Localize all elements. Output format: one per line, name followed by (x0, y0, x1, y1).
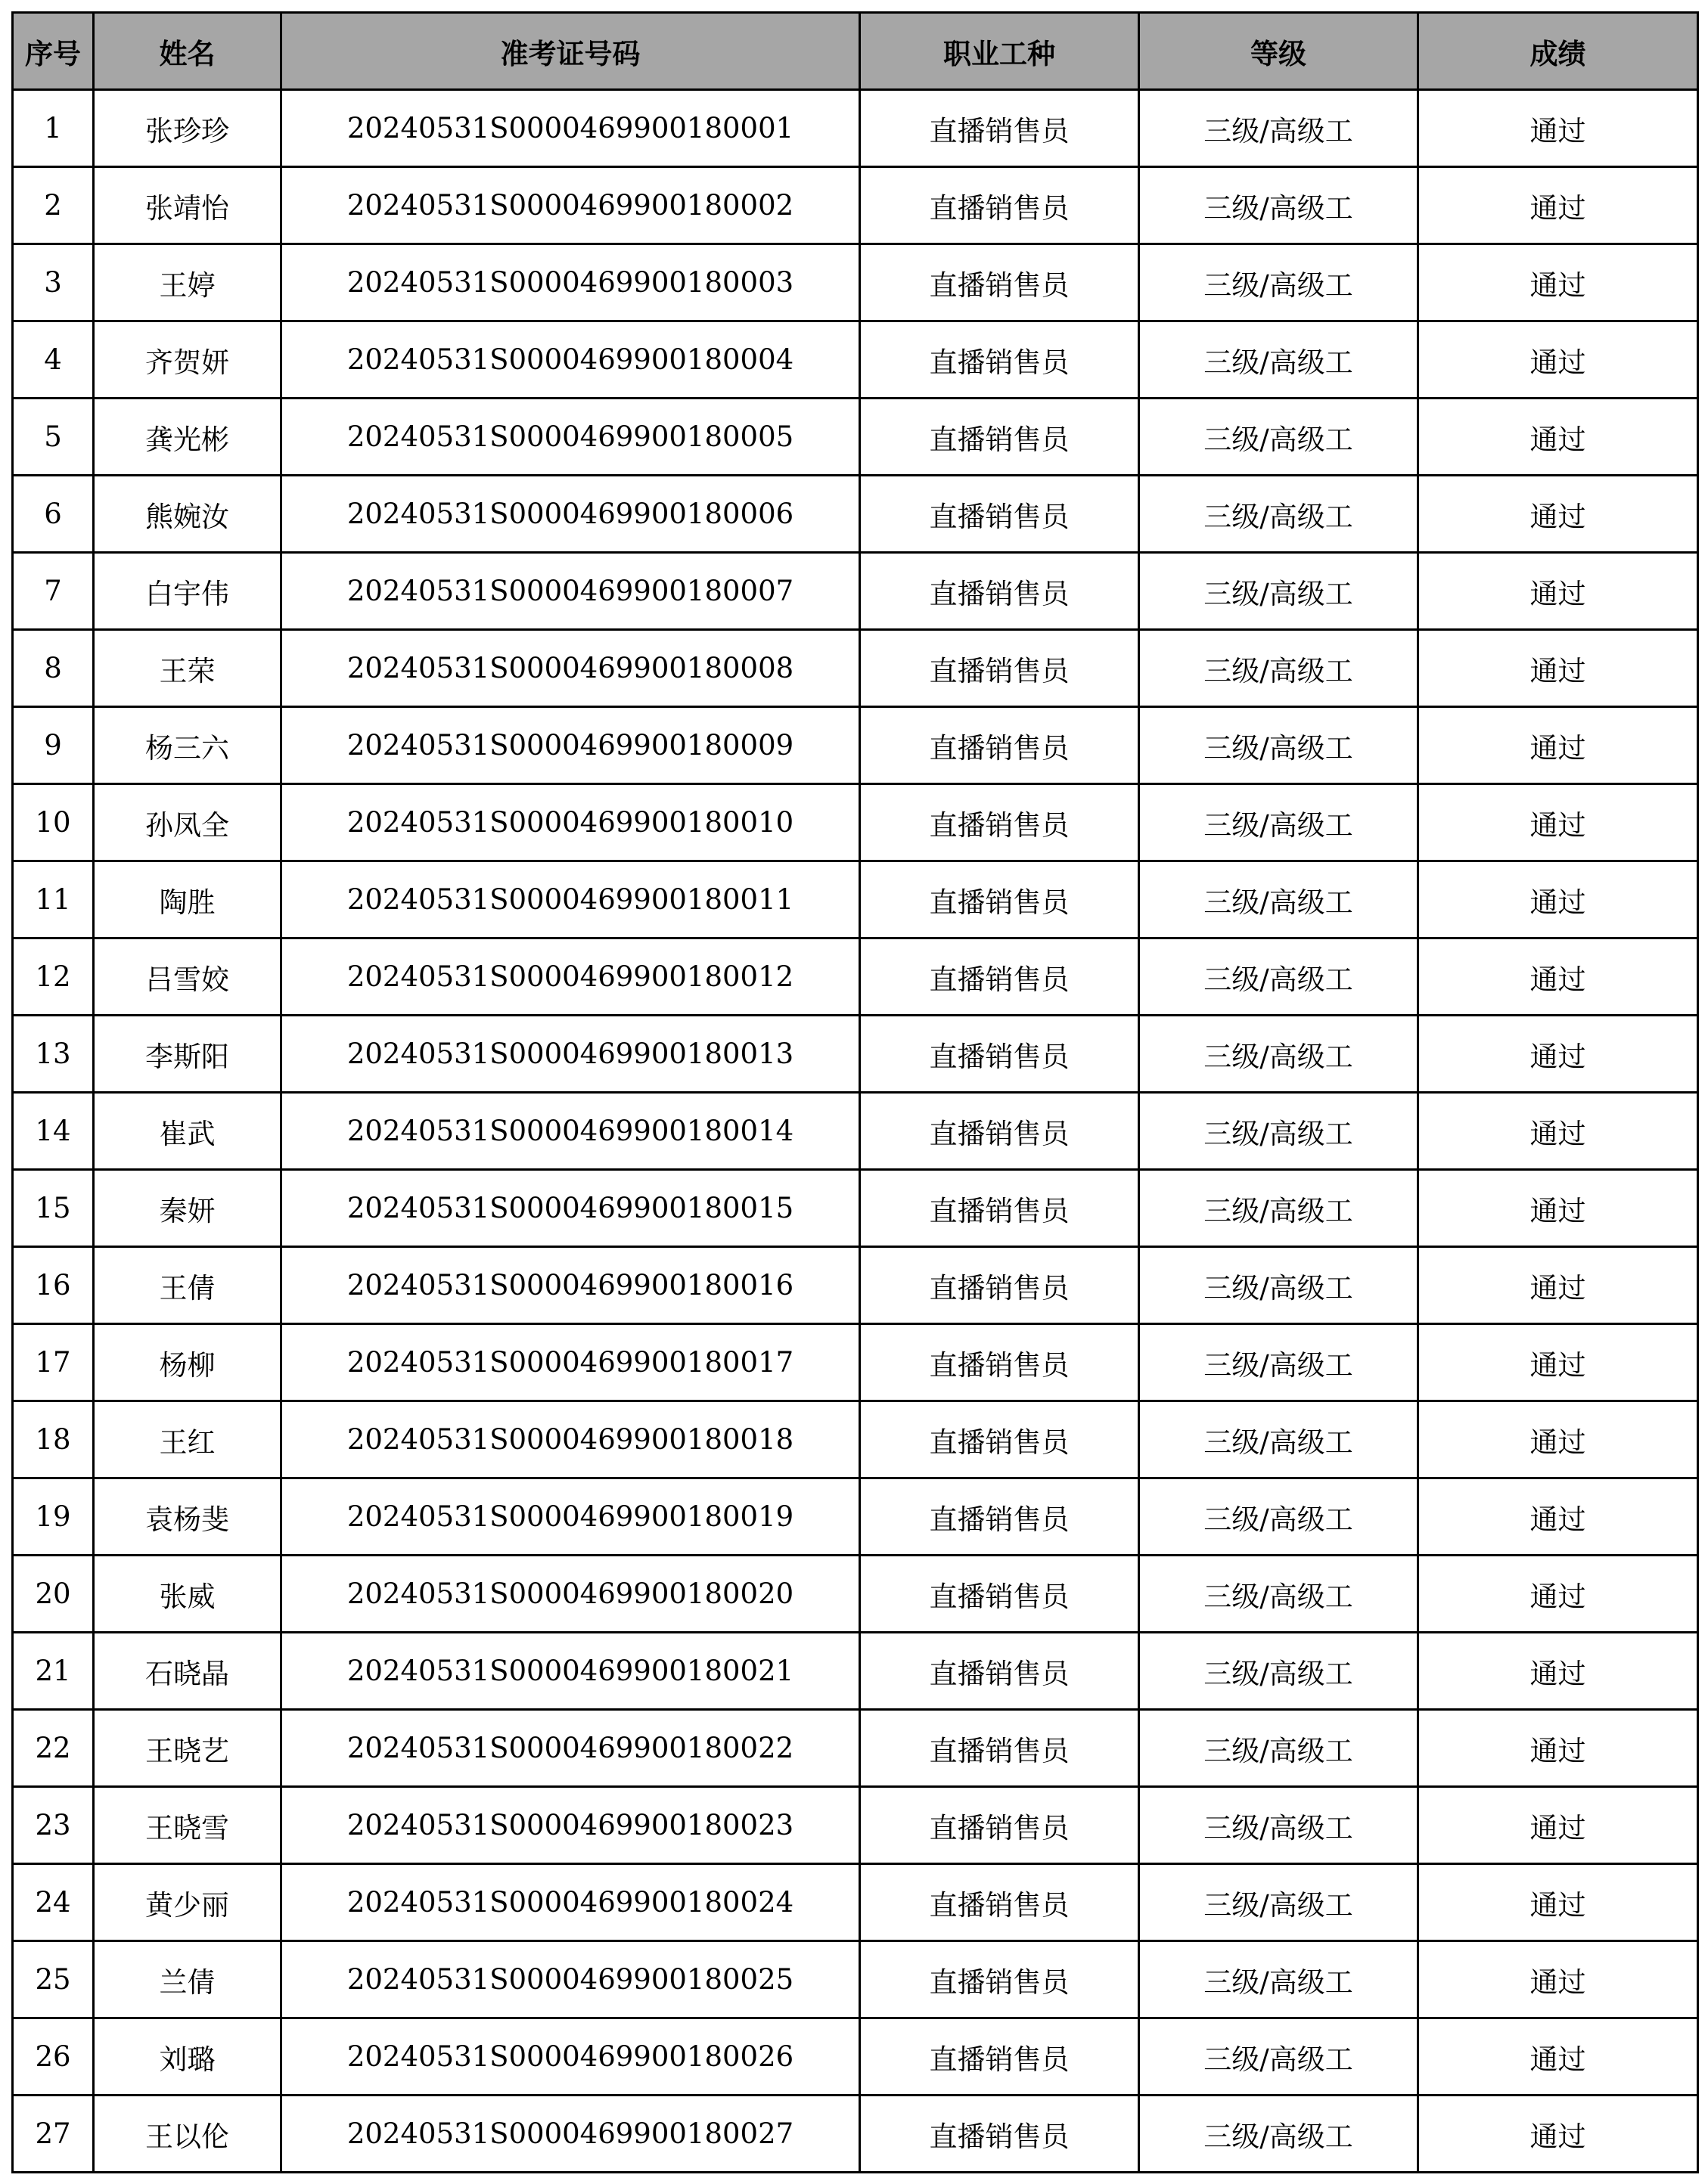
cell-ticket-number: 20240531S0000469900180018 (281, 1401, 860, 1478)
table-row (13, 784, 1698, 861)
cell-result: 通过 (1418, 2096, 1698, 2173)
cell-ticket-number: 20240531S0000469900180017 (281, 1324, 860, 1401)
cell-index: 5 (13, 399, 94, 476)
cell-result: 通过 (1418, 1556, 1698, 1633)
cell-ticket-number: 20240531S0000469900180010 (281, 784, 860, 861)
cell-ticket-number: 20240531S0000469900180008 (281, 630, 860, 707)
table-row (13, 630, 1698, 707)
cell-index: 7 (13, 553, 94, 630)
cell-ticket-number: 20240531S0000469900180014 (281, 1093, 860, 1170)
cell-level: 三级/高级工 (1139, 1864, 1418, 1941)
cell-index: 24 (13, 1864, 94, 1941)
cell-occupation: 直播销售员 (860, 784, 1139, 861)
cell-index: 4 (13, 321, 94, 399)
cell-occupation: 直播销售员 (860, 167, 1139, 244)
cell-name: 王以伦 (94, 2096, 281, 2173)
cell-name: 熊婉汝 (94, 476, 281, 553)
cell-ticket-number: 20240531S0000469900180004 (281, 321, 860, 399)
cell-result: 通过 (1418, 630, 1698, 707)
cell-occupation: 直播销售员 (860, 90, 1139, 167)
table-row (13, 1864, 1698, 1941)
cell-name: 王荣 (94, 630, 281, 707)
cell-ticket-number: 20240531S0000469900180027 (281, 2096, 860, 2173)
cell-index: 11 (13, 861, 94, 938)
cell-ticket-number: 20240531S0000469900180025 (281, 1941, 860, 2018)
cell-level: 三级/高级工 (1139, 1478, 1418, 1556)
table-row (13, 938, 1698, 1016)
cell-index: 16 (13, 1247, 94, 1324)
table-row (13, 476, 1698, 553)
cell-level: 三级/高级工 (1139, 2096, 1418, 2173)
table-row (13, 2096, 1698, 2173)
cell-level: 三级/高级工 (1139, 630, 1418, 707)
cell-occupation: 直播销售员 (860, 1324, 1139, 1401)
cell-occupation: 直播销售员 (860, 1787, 1139, 1864)
cell-ticket-number: 20240531S0000469900180007 (281, 553, 860, 630)
cell-index: 1 (13, 90, 94, 167)
table-row (13, 861, 1698, 938)
cell-index: 18 (13, 1401, 94, 1478)
cell-level: 三级/高级工 (1139, 244, 1418, 321)
cell-name: 秦妍 (94, 1170, 281, 1247)
cell-ticket-number: 20240531S0000469900180022 (281, 1710, 860, 1787)
cell-ticket-number: 20240531S0000469900180026 (281, 2018, 860, 2096)
cell-result: 通过 (1418, 167, 1698, 244)
cell-index: 22 (13, 1710, 94, 1787)
cell-result: 通过 (1418, 553, 1698, 630)
column-header-level: 等级 (1139, 13, 1418, 90)
cell-occupation: 直播销售员 (860, 1864, 1139, 1941)
cell-level: 三级/高级工 (1139, 784, 1418, 861)
cell-name: 王晓艺 (94, 1710, 281, 1787)
cell-occupation: 直播销售员 (860, 244, 1139, 321)
cell-ticket-number: 20240531S0000469900180013 (281, 1016, 860, 1093)
cell-ticket-number: 20240531S0000469900180006 (281, 476, 860, 553)
cell-occupation: 直播销售员 (860, 938, 1139, 1016)
cell-level: 三级/高级工 (1139, 321, 1418, 399)
cell-index: 25 (13, 1941, 94, 2018)
cell-level: 三级/高级工 (1139, 1633, 1418, 1710)
table-row (13, 1478, 1698, 1556)
cell-occupation: 直播销售员 (860, 1556, 1139, 1633)
cell-result: 通过 (1418, 1324, 1698, 1401)
cell-name: 袁杨斐 (94, 1478, 281, 1556)
cell-level: 三级/高级工 (1139, 1710, 1418, 1787)
cell-index: 13 (13, 1016, 94, 1093)
cell-index: 3 (13, 244, 94, 321)
table-row (13, 707, 1698, 784)
table-row (13, 1324, 1698, 1401)
cell-result: 通过 (1418, 861, 1698, 938)
table-row (13, 1787, 1698, 1864)
cell-index: 14 (13, 1093, 94, 1170)
cell-result: 通过 (1418, 2018, 1698, 2096)
cell-result: 通过 (1418, 707, 1698, 784)
table-row (13, 1093, 1698, 1170)
cell-name: 石晓晶 (94, 1633, 281, 1710)
cell-name: 张珍珍 (94, 90, 281, 167)
cell-index: 20 (13, 1556, 94, 1633)
cell-name: 杨柳 (94, 1324, 281, 1401)
cell-occupation: 直播销售员 (860, 1401, 1139, 1478)
cell-occupation: 直播销售员 (860, 1093, 1139, 1170)
cell-ticket-number: 20240531S0000469900180003 (281, 244, 860, 321)
table-row (13, 1247, 1698, 1324)
cell-result: 通过 (1418, 1710, 1698, 1787)
cell-name: 王婷 (94, 244, 281, 321)
cell-result: 通过 (1418, 1864, 1698, 1941)
cell-index: 9 (13, 707, 94, 784)
cell-result: 通过 (1418, 321, 1698, 399)
table-row (13, 321, 1698, 399)
cell-level: 三级/高级工 (1139, 938, 1418, 1016)
table-row (13, 553, 1698, 630)
cell-occupation: 直播销售员 (860, 861, 1139, 938)
cell-ticket-number: 20240531S0000469900180011 (281, 861, 860, 938)
table-row (13, 167, 1698, 244)
header-row (13, 13, 1698, 90)
table-row (13, 1710, 1698, 1787)
cell-result: 通过 (1418, 938, 1698, 1016)
cell-ticket-number: 20240531S0000469900180023 (281, 1787, 860, 1864)
cell-name: 王倩 (94, 1247, 281, 1324)
cell-level: 三级/高级工 (1139, 861, 1418, 938)
cell-index: 6 (13, 476, 94, 553)
cell-level: 三级/高级工 (1139, 90, 1418, 167)
cell-name: 张靖怡 (94, 167, 281, 244)
cell-occupation: 直播销售员 (860, 707, 1139, 784)
cell-occupation: 直播销售员 (860, 399, 1139, 476)
table-row (13, 399, 1698, 476)
cell-name: 吕雪姣 (94, 938, 281, 1016)
table-body (13, 90, 1698, 2173)
cell-occupation: 直播销售员 (860, 2018, 1139, 2096)
results-table (11, 11, 1699, 2173)
cell-occupation: 直播销售员 (860, 1016, 1139, 1093)
cell-level: 三级/高级工 (1139, 1247, 1418, 1324)
cell-name: 陶胜 (94, 861, 281, 938)
table-row (13, 1016, 1698, 1093)
cell-result: 通过 (1418, 399, 1698, 476)
cell-name: 兰倩 (94, 1941, 281, 2018)
cell-level: 三级/高级工 (1139, 2018, 1418, 2096)
cell-name: 张威 (94, 1556, 281, 1633)
table-row (13, 1170, 1698, 1247)
cell-ticket-number: 20240531S0000469900180021 (281, 1633, 860, 1710)
cell-result: 通过 (1418, 90, 1698, 167)
cell-ticket-number: 20240531S0000469900180019 (281, 1478, 860, 1556)
cell-result: 通过 (1418, 1401, 1698, 1478)
cell-ticket-number: 20240531S0000469900180001 (281, 90, 860, 167)
cell-name: 李斯阳 (94, 1016, 281, 1093)
cell-level: 三级/高级工 (1139, 1941, 1418, 2018)
cell-level: 三级/高级工 (1139, 1170, 1418, 1247)
cell-index: 21 (13, 1633, 94, 1710)
cell-level: 三级/高级工 (1139, 167, 1418, 244)
cell-index: 2 (13, 167, 94, 244)
column-header-ticket-number: 准考证号码 (281, 13, 860, 90)
column-header-occupation: 职业工种 (860, 13, 1139, 90)
cell-index: 8 (13, 630, 94, 707)
cell-name: 杨三六 (94, 707, 281, 784)
cell-occupation: 直播销售员 (860, 1633, 1139, 1710)
cell-result: 通过 (1418, 1941, 1698, 2018)
cell-result: 通过 (1418, 1247, 1698, 1324)
cell-occupation: 直播销售员 (860, 553, 1139, 630)
cell-index: 15 (13, 1170, 94, 1247)
cell-ticket-number: 20240531S0000469900180005 (281, 399, 860, 476)
cell-index: 12 (13, 938, 94, 1016)
cell-name: 崔武 (94, 1093, 281, 1170)
cell-index: 23 (13, 1787, 94, 1864)
cell-ticket-number: 20240531S0000469900180009 (281, 707, 860, 784)
cell-name: 龚光彬 (94, 399, 281, 476)
cell-result: 通过 (1418, 784, 1698, 861)
cell-occupation: 直播销售员 (860, 1941, 1139, 2018)
cell-level: 三级/高级工 (1139, 1787, 1418, 1864)
cell-ticket-number: 20240531S0000469900180020 (281, 1556, 860, 1633)
cell-name: 孙凤全 (94, 784, 281, 861)
cell-name: 齐贺妍 (94, 321, 281, 399)
cell-name: 刘璐 (94, 2018, 281, 2096)
cell-result: 通过 (1418, 1633, 1698, 1710)
cell-index: 27 (13, 2096, 94, 2173)
column-header-result: 成绩 (1418, 13, 1698, 90)
cell-occupation: 直播销售员 (860, 1170, 1139, 1247)
table-row (13, 244, 1698, 321)
cell-occupation: 直播销售员 (860, 476, 1139, 553)
cell-occupation: 直播销售员 (860, 1710, 1139, 1787)
cell-occupation: 直播销售员 (860, 1478, 1139, 1556)
cell-ticket-number: 20240531S0000469900180015 (281, 1170, 860, 1247)
cell-ticket-number: 20240531S0000469900180024 (281, 1864, 860, 1941)
cell-result: 通过 (1418, 244, 1698, 321)
cell-level: 三级/高级工 (1139, 1093, 1418, 1170)
cell-level: 三级/高级工 (1139, 399, 1418, 476)
cell-occupation: 直播销售员 (860, 1247, 1139, 1324)
cell-result: 通过 (1418, 476, 1698, 553)
cell-result: 通过 (1418, 1170, 1698, 1247)
cell-occupation: 直播销售员 (860, 2096, 1139, 2173)
table-row (13, 2018, 1698, 2096)
cell-index: 26 (13, 2018, 94, 2096)
table-header (13, 13, 1698, 90)
cell-result: 通过 (1418, 1016, 1698, 1093)
cell-ticket-number: 20240531S0000469900180012 (281, 938, 860, 1016)
cell-name: 白宇伟 (94, 553, 281, 630)
cell-level: 三级/高级工 (1139, 707, 1418, 784)
table-row (13, 1401, 1698, 1478)
cell-result: 通过 (1418, 1478, 1698, 1556)
cell-index: 17 (13, 1324, 94, 1401)
cell-index: 10 (13, 784, 94, 861)
cell-level: 三级/高级工 (1139, 476, 1418, 553)
cell-level: 三级/高级工 (1139, 553, 1418, 630)
cell-result: 通过 (1418, 1787, 1698, 1864)
cell-name: 黄少丽 (94, 1864, 281, 1941)
cell-ticket-number: 20240531S0000469900180016 (281, 1247, 860, 1324)
cell-level: 三级/高级工 (1139, 1556, 1418, 1633)
cell-name: 王晓雪 (94, 1787, 281, 1864)
cell-occupation: 直播销售员 (860, 321, 1139, 399)
cell-ticket-number: 20240531S0000469900180002 (281, 167, 860, 244)
cell-level: 三级/高级工 (1139, 1016, 1418, 1093)
column-header-index: 序号 (13, 13, 94, 90)
cell-level: 三级/高级工 (1139, 1401, 1418, 1478)
cell-name: 王红 (94, 1401, 281, 1478)
cell-result: 通过 (1418, 1093, 1698, 1170)
cell-level: 三级/高级工 (1139, 1324, 1418, 1401)
table-row (13, 90, 1698, 167)
column-header-name: 姓名 (94, 13, 281, 90)
table-row (13, 1633, 1698, 1710)
cell-occupation: 直播销售员 (860, 630, 1139, 707)
table-row (13, 1941, 1698, 2018)
table-row (13, 1556, 1698, 1633)
cell-index: 19 (13, 1478, 94, 1556)
